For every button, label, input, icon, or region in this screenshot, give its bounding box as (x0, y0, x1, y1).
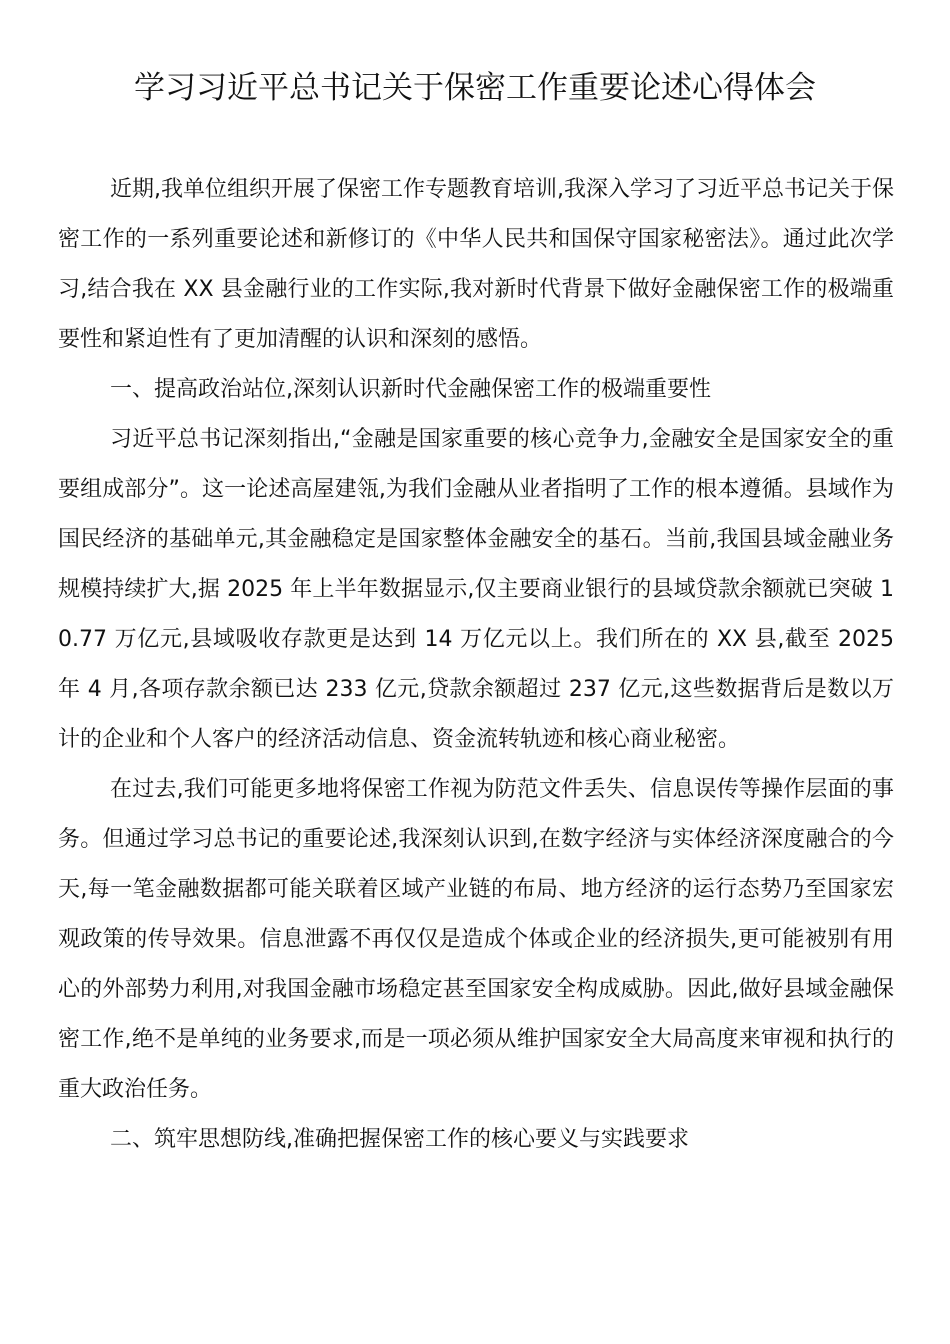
section-heading-1: 一、提高政治站位,深刻认识新时代金融保密工作的极端重要性 (110, 377, 711, 402)
intro-paragraph: 近期,我单位组织开展了保密工作专题教育培训,我深入学习了习近平总书记关于保密工作的一系列重要论述和新修订的《中华人民共和国保守国家秘密法》。通过此次学习,结合我在 XX 县金融行业的工作实际,我对新时代背景下做好金融保密工作的极端重要性和紧迫性有了更加清醒的认识和深刻的感悟。 (58, 177, 894, 352)
document-body (58, 165, 894, 1165)
body-paragraph: 在过去,我们可能更多地将保密工作视为防范文件丢失、信息误传等操作层面的事务。但通过学习总书记的重要论述,我深刻认识到,在数字经济与实体经济深度融合的今天,每一笔金融数据都可能关联着区域产业链的布局、地方经济的运行态势乃至国家宏观政策的传导效果。信息泄露不再仅仅是造成个体或企业的经济损失,更可能被别有用心的外部势力利用,对我国金融市场稳定甚至国家安全构成威胁。因此,做好县域金融保密工作,绝不是单纯的业务要求,而是一项必须从维护国家安全大局高度来审视和执行的重大政治任务。 (58, 777, 894, 1102)
body-paragraph: 习近平总书记深刻指出,“金融是国家重要的核心竞争力,金融安全是国家安全的重要组成部分”。这一论述高屋建瓴,为我们金融从业者指明了工作的根本遵循。县域作为国民经济的基础单元,其金融稳定是国家整体金融安全的基石。当前,我国县域金融业务规模持续扩大,据 2025 年上半年数据显示,仅主要商业银行的县域贷款余额就已突破 10.77 万亿元,县域吸收存款更是达到 14 万亿元以上。我们所在的 XX 县,截至 2025 年 4 月,各项存款余额已达 233 亿元,贷款余额超过 237 亿元,这些数据背后是数以万计的企业和个人客户的经济活动信息、资金流转轨迹和核心商业秘密。 (58, 427, 894, 752)
section-heading-2: 二、筑牢思想防线,准确把握保密工作的核心要义与实践要求 (110, 1127, 689, 1152)
document-title: 学习习近平总书记关于保密工作重要论述心得体会 (134, 70, 816, 106)
